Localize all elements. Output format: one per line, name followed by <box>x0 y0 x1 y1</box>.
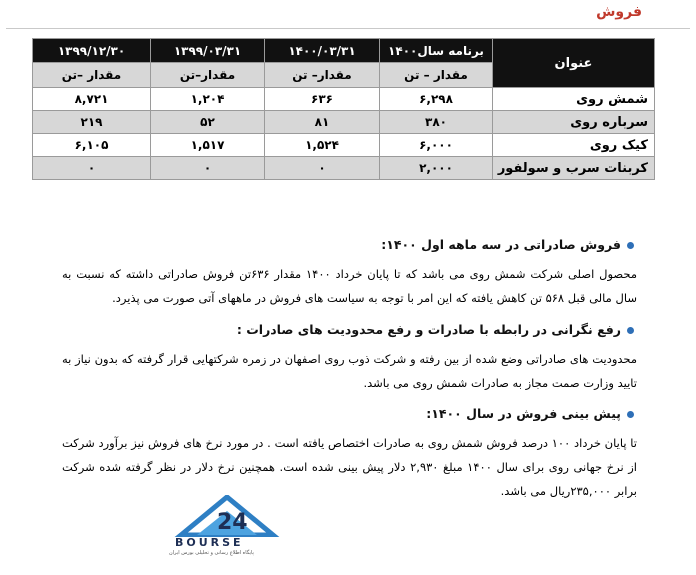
table-cell: ۲۱۹ <box>33 111 151 134</box>
bourse-logo <box>163 495 313 567</box>
table-header-period: ۱۳۹۹/۱۲/۳۰ <box>33 39 151 63</box>
table-cell: ۲,۰۰۰ <box>380 157 493 180</box>
section-body: محدودیت های صادراتی وضع شده از بین رفته و شرکت ذوب روی اصفهان در زمره شرکتهایی قرار گرفته که بدون نیاز به تایید وزارت صمت مجاز به صادرات شمش روی می باشد. <box>62 352 637 390</box>
table-header-title: عنوان <box>493 39 655 88</box>
table-header-unit: مقدار– تن <box>265 63 380 88</box>
row-label: کربنات سرب و سولفور <box>493 157 655 180</box>
row-label: شمش روی <box>493 88 655 111</box>
table-cell: ۰ <box>151 157 265 180</box>
table-cell: ۵۲ <box>151 111 265 134</box>
table-cell: ۳۸۰ <box>380 111 493 134</box>
page-title: فروش <box>596 4 642 20</box>
table-header-unit: مقدار – تن <box>380 63 493 88</box>
table-row <box>33 134 655 157</box>
table-cell: ۸۱ <box>265 111 380 134</box>
table-row <box>33 88 655 111</box>
logo-mark-icon <box>163 495 313 537</box>
section-heading: فروش صادراتی در سه ماهه اول ۱۴۰۰: <box>381 237 621 252</box>
svg-text:24: 24 <box>217 510 248 535</box>
table-row <box>33 157 655 180</box>
table-cell: ۱,۵۲۴ <box>265 134 380 157</box>
table-cell: ۱,۲۰۴ <box>151 88 265 111</box>
table-cell: ۶,۰۰۰ <box>380 134 493 157</box>
logo-tagline: پایگاه اطلاع رسانی و تحلیلی بورس ایران <box>169 550 254 556</box>
title-divider <box>6 28 690 29</box>
section-heading: رفع نگرانی در رابطه با صادرات و رفع محدودیت های صادرات : <box>236 322 621 337</box>
bullet-icon <box>627 242 634 249</box>
section-heading: پیش بینی فروش در سال ۱۴۰۰: <box>426 406 621 421</box>
row-label: سرباره روی <box>493 111 655 134</box>
section-body: محصول اصلی شرکت شمش روی می باشد که تا پایان خرداد ۱۴۰۰ مقدار ۶۳۶تن فروش صادراتی داشته که نسبت به سال مالی قبل ۵۶۸ تن کاهش یافته که این امر با توجه به سیاست های فروش در ماههای آتی صورت می پذیرد. <box>62 267 637 305</box>
table-cell: ۸,۷۲۱ <box>33 88 151 111</box>
table-header-period: ۱۴۰۰/۰۳/۳۱ <box>265 39 380 63</box>
table-cell: ۰ <box>33 157 151 180</box>
logo-brand: BOURSE <box>175 536 244 549</box>
sales-table <box>32 38 655 180</box>
section-body: تا پایان خرداد ۱۰۰ درصد فروش شمش روی به صادرات اختصاص یافته است . در مورد نرخ های فروش نیز برآورد شرکت از نرخ جهانی روی برای سال ۱۴۰۰ مبلغ ۲,۹۳۰ دلار پیش بینی شده است. همچنین نرخ دلار در نظر گرفته شده شرکت برابر ۲۳۵,۰۰۰ریال می باشد. <box>62 436 638 498</box>
table-cell: ۶,۲۹۸ <box>380 88 493 111</box>
table-cell: ۶۳۶ <box>265 88 380 111</box>
table-header-unit: مقدار–تن <box>151 63 265 88</box>
table-cell: ۶,۱۰۵ <box>33 134 151 157</box>
row-label: کیک روی <box>493 134 655 157</box>
table-row <box>33 111 655 134</box>
table-cell: ۱,۵۱۷ <box>151 134 265 157</box>
table-cell: ۰ <box>265 157 380 180</box>
table-header-unit: مقدار –تن <box>33 63 151 88</box>
table-header-period: برنامه سال۱۴۰۰ <box>380 39 493 63</box>
bullet-icon <box>627 327 634 334</box>
bullet-icon <box>627 411 634 418</box>
table-header-period: ۱۳۹۹/۰۳/۳۱ <box>151 39 265 63</box>
